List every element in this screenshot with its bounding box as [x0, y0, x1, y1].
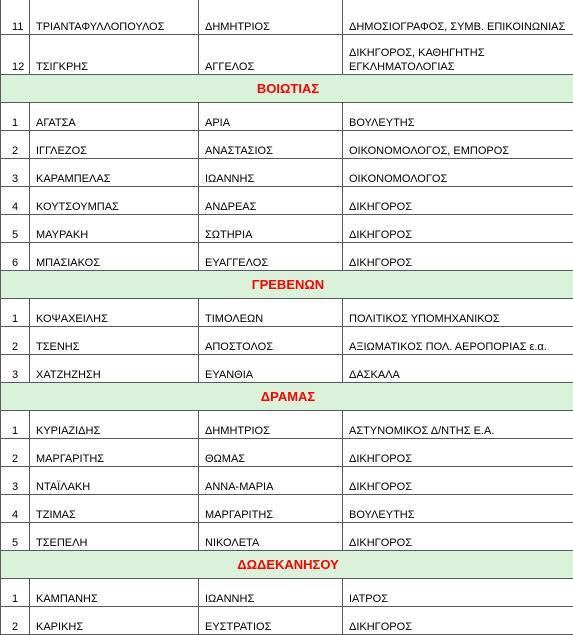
profession-cell: ΔΙΚΗΓΟΡΟΣ — [343, 467, 573, 495]
table-row — [1, 327, 573, 355]
profession-cell: ΔΙΚΗΓΟΡΟΣ — [343, 523, 573, 551]
first-name-cell: ΔΗΜΗΤΡΙΟΣ — [199, 0, 343, 35]
table-row — [1, 35, 573, 75]
surname-cell: ΚΥΡΙΑΖΙΔΗΣ — [30, 411, 199, 439]
row-number: 1 — [1, 103, 30, 131]
region-title: ΓΡΕΒΕΝΩΝ — [1, 271, 573, 299]
table-row — [1, 523, 573, 551]
row-number: 1 — [1, 411, 30, 439]
table-row — [1, 187, 573, 215]
surname-cell: ΤΣΕΠΕΛΗ — [30, 523, 199, 551]
table-row — [1, 411, 573, 439]
table-row — [1, 355, 573, 383]
table-row — [1, 495, 573, 523]
profession-cell: ΔΙΚΗΓΟΡΟΣ — [343, 187, 573, 215]
profession-cell: ΟΙΚΟΝΟΜΟΛΟΓΟΣ — [343, 159, 573, 187]
first-name-cell: ΝΙΚΟΛΕΤΑ — [199, 523, 343, 551]
first-name-cell: ΕΥΑΓΓΕΛΟΣ — [199, 243, 343, 271]
profession-cell: ΒΟΥΛΕΥΤΗΣ — [343, 495, 573, 523]
row-number: 2 — [1, 439, 30, 467]
surname-cell: ΜΑΥΡΑΚΗ — [30, 215, 199, 243]
first-name-cell: ΔΗΜΗΤΡΙΟΣ — [199, 411, 343, 439]
surname-cell: ΙΓΓΛΕΖΟΣ — [30, 131, 199, 159]
first-name-cell: ΑΡΙΑ — [199, 103, 343, 131]
table-row — [1, 215, 573, 243]
table-row — [1, 159, 573, 187]
row-number: 1 — [1, 299, 30, 327]
row-number: 11 — [1, 0, 30, 35]
surname-cell: ΤΖΙΜΑΣ — [30, 495, 199, 523]
surname-cell: ΜΠΑΣΙΑΚΟΣ — [30, 243, 199, 271]
profession-cell: ΟΙΚΟΝΟΜΟΛΟΓΟΣ, ΕΜΠΟΡΟΣ — [343, 131, 573, 159]
profession-cell: ΔΙΚΗΓΟΡΟΣ — [343, 243, 573, 271]
region-header-row — [1, 75, 573, 103]
table-row — [1, 467, 573, 495]
table-row — [1, 0, 573, 35]
table-row — [1, 131, 573, 159]
surname-cell: ΚΑΜΠΑΝΗΣ — [30, 579, 199, 607]
profession-cell: ΔΑΣΚΑΛΑ — [343, 355, 573, 383]
first-name-cell: ΘΩΜΑΣ — [199, 439, 343, 467]
surname-cell: ΧΑΤΖΗΖΗΣΗ — [30, 355, 199, 383]
table-row — [1, 243, 573, 271]
profession-cell: ΔΗΜΟΣΙΟΓΡΑΦΟΣ, ΣΥΜΒ. ΕΠΙΚΟΙΝΩΝΙΑΣ — [343, 0, 573, 35]
profession-cell: ΔΙΚΗΓΟΡΟΣ — [343, 439, 573, 467]
region-header-row — [1, 383, 573, 411]
region-header-row — [1, 551, 573, 579]
table-row — [1, 439, 573, 467]
row-number: 2 — [1, 327, 30, 355]
table-row — [1, 579, 573, 607]
profession-cell: ΔΙΚΗΓΟΡΟΣ — [343, 215, 573, 243]
table-row — [1, 299, 573, 327]
profession-cell: ΔΙΚΗΓΟΡΟΣ, ΚΑΘΗΓΗΤΗΣ ΕΓΚΛΗΜΑΤΟΛΟΓΙΑΣ — [343, 35, 573, 75]
region-title: ΔΩΔΕΚΑΝΗΣΟΥ — [1, 551, 573, 579]
first-name-cell: ΑΝΑΣΤΑΣΙΟΣ — [199, 131, 343, 159]
region-title: ΔΡΑΜΑΣ — [1, 383, 573, 411]
row-number: 6 — [1, 243, 30, 271]
row-number: 3 — [1, 159, 30, 187]
region-header-row — [1, 271, 573, 299]
surname-cell: ΜΑΡΓΑΡΙΤΗΣ — [30, 439, 199, 467]
row-number: 2 — [1, 131, 30, 159]
profession-cell: ΑΣΤΥΝΟΜΙΚΟΣ Δ/ΝΤΗΣ Ε.Α. — [343, 411, 573, 439]
row-number: 4 — [1, 187, 30, 215]
row-number: 2 — [1, 607, 30, 635]
surname-cell: ΚΑΡΙΚΗΣ — [30, 607, 199, 635]
row-number: 4 — [1, 495, 30, 523]
table-row — [1, 103, 573, 131]
first-name-cell: ΙΩΑΝΝΗΣ — [199, 159, 343, 187]
first-name-cell: ΙΩΑΝΝΗΣ — [199, 579, 343, 607]
first-name-cell: ΑΠΟΣΤΟΛΟΣ — [199, 327, 343, 355]
surname-cell: ΝΤΑΪΛΑΚΗ — [30, 467, 199, 495]
profession-cell: ΒΟΥΛΕΥΤΗΣ — [343, 103, 573, 131]
first-name-cell: ΣΩΤΗΡΙΑ — [199, 215, 343, 243]
profession-cell: ΔΙΚΗΓΟΡΟΣ — [343, 607, 573, 635]
surname-cell: ΤΡΙΑΝΤΑΦΥΛΛΟΠΟΥΛΟΣ — [30, 0, 199, 35]
surname-cell: ΤΣΕΝΗΣ — [30, 327, 199, 355]
first-name-cell: ΑΝΔΡΕΑΣ — [199, 187, 343, 215]
first-name-cell: ΑΓΓΕΛΟΣ — [199, 35, 343, 75]
surname-cell: ΤΣΙΓΚΡΗΣ — [30, 35, 199, 75]
surname-cell: ΚΑΡΑΜΠΕΛΑΣ — [30, 159, 199, 187]
profession-cell: ΑΞΙΩΜΑΤΙΚΟΣ ΠΟΛ. ΑΕΡΟΠΟΡΙΑΣ ε.α. — [343, 327, 573, 355]
candidates-table-body — [1, 0, 573, 635]
first-name-cell: ΕΥΑΝΘΙΑ — [199, 355, 343, 383]
row-number: 1 — [1, 579, 30, 607]
surname-cell: ΚΟΨΑΧΕΙΛΗΣ — [30, 299, 199, 327]
profession-cell: ΠΟΛΙΤΙΚΟΣ ΥΠΟΜΗΧΑΝΙΚΟΣ — [343, 299, 573, 327]
first-name-cell: ΕΥΣΤΡΑΤΙΟΣ — [199, 607, 343, 635]
row-number: 12 — [1, 35, 30, 75]
region-title: ΒΟΙΩΤΙΑΣ — [1, 75, 573, 103]
first-name-cell: ΤΙΜΟΛΕΩΝ — [199, 299, 343, 327]
surname-cell: ΚΟΥΤΣΟΥΜΠΑΣ — [30, 187, 199, 215]
first-name-cell: ΑΝΝΑ-ΜΑΡΙΑ — [199, 467, 343, 495]
row-number: 5 — [1, 523, 30, 551]
surname-cell: ΑΓΑΤΣΑ — [30, 103, 199, 131]
profession-cell: ΙΑΤΡΟΣ — [343, 579, 573, 607]
row-number: 5 — [1, 215, 30, 243]
row-number: 3 — [1, 355, 30, 383]
first-name-cell: ΜΑΡΓΑΡΙΤΗΣ — [199, 495, 343, 523]
table-row — [1, 607, 573, 635]
row-number: 3 — [1, 467, 30, 495]
